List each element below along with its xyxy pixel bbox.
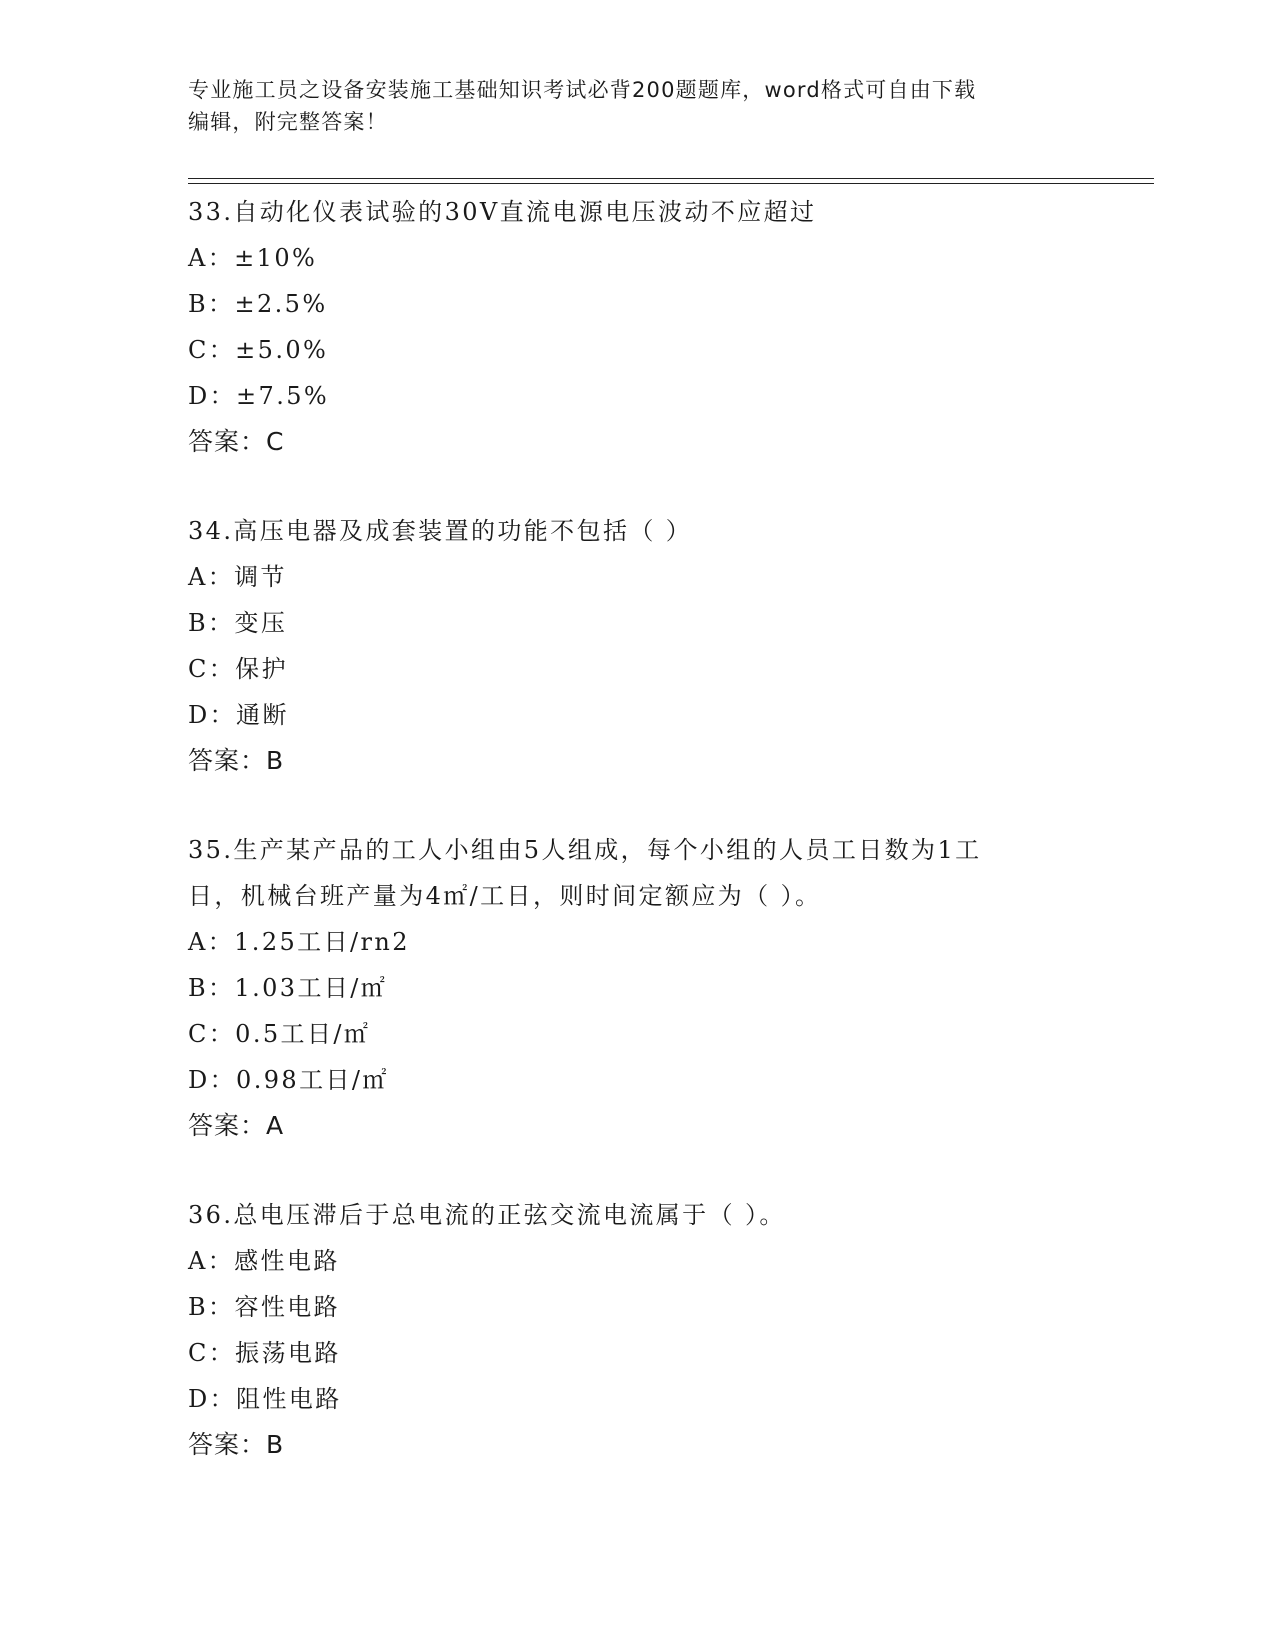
option-text: 0.5工日/㎡ xyxy=(235,1020,371,1048)
option-label: D： xyxy=(188,1385,237,1413)
option-label: B： xyxy=(188,290,235,318)
option-a xyxy=(188,554,1088,600)
option-text: ±2.5% xyxy=(234,290,328,318)
question-text xyxy=(188,189,1088,235)
question-text xyxy=(188,827,1088,873)
document-header xyxy=(188,74,1068,138)
answer-line xyxy=(188,1422,1088,1468)
option-text: ±7.5% xyxy=(236,382,330,410)
question-body: 自动化仪表试验的30V直流电源电压波动不应超过 xyxy=(233,198,817,226)
question-number: 36. xyxy=(188,1201,234,1229)
question-spacer xyxy=(188,465,1088,508)
option-d xyxy=(188,1057,1088,1103)
header-line-2: 编辑，附完整答案！ xyxy=(188,110,388,134)
option-text: ±5.0% xyxy=(235,336,329,364)
question-body-line-1: 生产某产品的工人小组由5人组成，每个小组的人员工日数为1工 xyxy=(233,836,982,864)
answer-value: B xyxy=(266,1430,285,1459)
answer-value: A xyxy=(266,1111,285,1140)
question-spacer xyxy=(188,784,1088,827)
question-spacer xyxy=(188,1149,1088,1192)
option-text: ±10% xyxy=(234,244,318,272)
question-body-line-2: 日，机械台班产量为4㎡/工日，则时间定额应为（ ）。 xyxy=(188,882,822,910)
option-label: C： xyxy=(188,655,236,683)
header-line-1: 专业施工员之设备安装施工基础知识考试必背200题题库，word格式可自由下载 xyxy=(188,78,977,102)
option-label: A： xyxy=(188,244,235,272)
question-text xyxy=(188,1192,1088,1238)
option-d xyxy=(188,1376,1088,1422)
question-body: 总电压滞后于总电流的正弦交流电流属于（ ）。 xyxy=(233,1201,786,1229)
option-text: 通断 xyxy=(236,701,289,729)
option-text: 0.98工日/㎡ xyxy=(236,1066,389,1094)
question-body: 高压电器及成套装置的功能不包括（ ） xyxy=(233,517,693,545)
option-text: 阻性电路 xyxy=(236,1385,342,1413)
header-divider-bottom xyxy=(188,183,1154,184)
option-text: 1.03工日/㎡ xyxy=(234,974,388,1002)
option-b xyxy=(188,600,1088,646)
option-label: C： xyxy=(188,1020,236,1048)
option-label: A： xyxy=(188,1247,235,1275)
question-number: 33. xyxy=(188,198,234,226)
option-c xyxy=(188,1330,1088,1376)
option-text: 调节 xyxy=(234,563,287,591)
option-label: A： xyxy=(188,928,235,956)
option-text: 1.25工日/rn2 xyxy=(234,928,410,956)
option-label: C： xyxy=(188,1339,236,1367)
question-33 xyxy=(188,189,1088,465)
option-label: D： xyxy=(188,382,237,410)
option-text: 变压 xyxy=(234,609,288,637)
answer-label: 答案： xyxy=(188,1111,267,1140)
option-d xyxy=(188,692,1088,738)
answer-line xyxy=(188,738,1088,784)
option-label: B： xyxy=(188,974,235,1002)
option-text: 保护 xyxy=(235,655,288,683)
option-b xyxy=(188,1284,1088,1330)
option-label: D： xyxy=(188,1066,237,1094)
option-c xyxy=(188,327,1088,373)
answer-label: 答案： xyxy=(188,427,267,456)
option-c xyxy=(188,646,1088,692)
question-number: 35. xyxy=(188,836,234,864)
option-d xyxy=(188,373,1088,419)
option-label: C： xyxy=(188,336,236,364)
option-label: A： xyxy=(188,563,235,591)
answer-line xyxy=(188,419,1088,465)
option-a xyxy=(188,919,1088,965)
question-text xyxy=(188,508,1088,554)
answer-value: C xyxy=(266,427,285,456)
question-34 xyxy=(188,508,1088,784)
option-label: D： xyxy=(188,701,237,729)
option-text: 感性电路 xyxy=(234,1247,340,1275)
header-divider-top xyxy=(188,178,1154,179)
answer-line xyxy=(188,1103,1088,1149)
option-a xyxy=(188,1238,1088,1284)
option-label: B： xyxy=(188,1293,235,1321)
option-b xyxy=(188,965,1088,1011)
option-c xyxy=(188,1011,1088,1057)
question-36 xyxy=(188,1192,1088,1468)
answer-label: 答案： xyxy=(188,1430,267,1459)
option-b xyxy=(188,281,1088,327)
question-35 xyxy=(188,827,1088,1149)
question-number: 34. xyxy=(188,517,234,545)
question-list xyxy=(188,189,1088,1468)
option-text: 振荡电路 xyxy=(235,1339,341,1367)
answer-label: 答案： xyxy=(188,746,267,775)
question-text-continued xyxy=(188,873,1088,919)
answer-value: B xyxy=(266,746,285,775)
option-a xyxy=(188,235,1088,281)
option-text: 容性电路 xyxy=(234,1293,341,1321)
option-label: B： xyxy=(188,609,235,637)
